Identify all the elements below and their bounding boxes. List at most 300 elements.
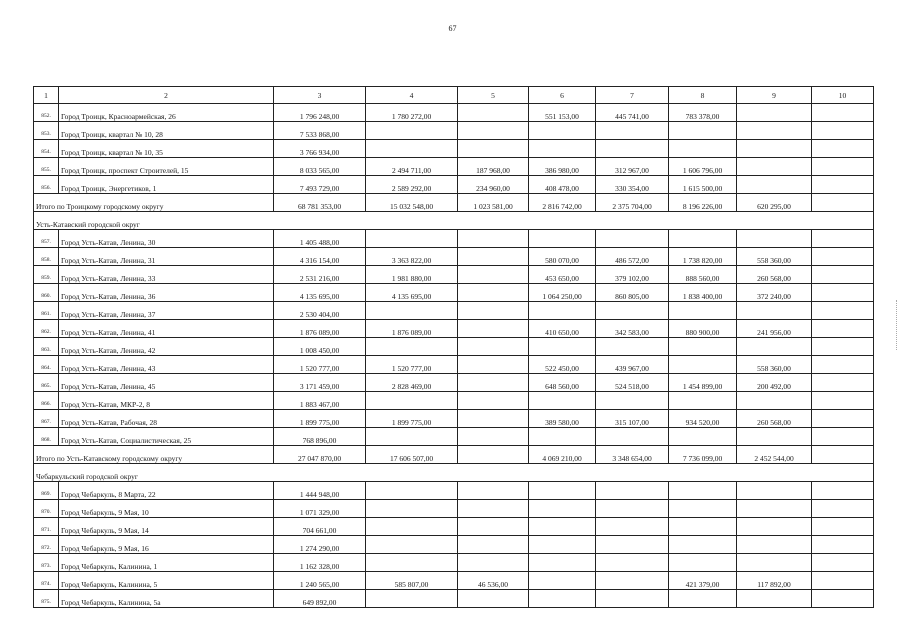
amount-cell <box>737 104 812 122</box>
amount-cell <box>812 140 874 158</box>
row-number: 872. <box>34 536 59 554</box>
amount-cell <box>669 356 737 374</box>
row-number: 871. <box>34 518 59 536</box>
table-row <box>34 320 874 338</box>
amount-cell <box>458 428 529 446</box>
amount-cell: 4 316 154,00 <box>274 248 366 266</box>
column-number-row <box>34 87 874 104</box>
amount-cell: 620 295,00 <box>737 194 812 212</box>
table-row <box>34 410 874 428</box>
address-cell: Город Чебаркуль, Калинина, 5а <box>59 590 274 608</box>
table-row <box>34 356 874 374</box>
amount-cell <box>596 392 669 410</box>
amount-cell <box>812 554 874 572</box>
amount-cell <box>458 356 529 374</box>
row-number: 860. <box>34 284 59 302</box>
amount-cell: 1 405 488,00 <box>274 230 366 248</box>
amount-cell: 1 899 775,00 <box>274 410 366 428</box>
amount-cell <box>529 572 596 590</box>
amount-cell <box>529 554 596 572</box>
row-number: 873. <box>34 554 59 572</box>
amount-cell: 1 780 272,00 <box>366 104 458 122</box>
amount-cell <box>458 266 529 284</box>
amount-cell: 330 354,00 <box>596 176 669 194</box>
amount-cell: 241 956,00 <box>737 320 812 338</box>
amount-cell <box>669 536 737 554</box>
amount-cell: 1 023 581,00 <box>458 194 529 212</box>
row-number: 858. <box>34 248 59 266</box>
amount-cell <box>596 302 669 320</box>
amount-cell: 260 568,00 <box>737 410 812 428</box>
amount-cell: 68 781 353,00 <box>274 194 366 212</box>
amount-cell: 4 135 695,00 <box>366 284 458 302</box>
row-number: 853. <box>34 122 59 140</box>
amount-cell <box>529 230 596 248</box>
amount-cell <box>458 140 529 158</box>
amount-cell: 200 492,00 <box>737 374 812 392</box>
amount-cell: 1 838 400,00 <box>669 284 737 302</box>
column-header: 7 <box>596 87 669 104</box>
amount-cell <box>812 176 874 194</box>
amount-cell <box>596 500 669 518</box>
amount-cell: 558 360,00 <box>737 248 812 266</box>
table-row <box>34 248 874 266</box>
amount-cell <box>366 590 458 608</box>
table-row <box>34 122 874 140</box>
amount-cell <box>812 590 874 608</box>
amount-cell <box>366 122 458 140</box>
amount-cell <box>669 590 737 608</box>
amount-cell: 315 107,00 <box>596 410 669 428</box>
table-row <box>34 392 874 410</box>
amount-cell <box>812 230 874 248</box>
amount-cell: 888 560,00 <box>669 266 737 284</box>
amount-cell <box>458 518 529 536</box>
amount-cell <box>812 158 874 176</box>
amount-cell: 1 615 500,00 <box>669 176 737 194</box>
table-row <box>34 266 874 284</box>
amount-cell <box>812 392 874 410</box>
row-number: 875. <box>34 590 59 608</box>
amount-cell: 1 064 250,00 <box>529 284 596 302</box>
section-row <box>34 212 874 230</box>
address-cell: Город Троицк, квартал № 10, 35 <box>59 140 274 158</box>
amount-cell <box>529 536 596 554</box>
amount-cell <box>366 536 458 554</box>
amount-cell: 8 033 565,00 <box>274 158 366 176</box>
amount-cell <box>812 266 874 284</box>
amount-cell <box>458 284 529 302</box>
amount-cell <box>458 248 529 266</box>
amount-cell <box>669 392 737 410</box>
amount-cell: 312 967,00 <box>596 158 669 176</box>
amount-cell <box>596 518 669 536</box>
column-header: 10 <box>812 87 874 104</box>
amount-cell <box>458 338 529 356</box>
table-row <box>34 554 874 572</box>
amount-cell: 1 444 948,00 <box>274 482 366 500</box>
amount-cell <box>458 410 529 428</box>
amount-cell <box>812 338 874 356</box>
page-number: 67 <box>448 24 457 33</box>
amount-cell <box>812 248 874 266</box>
row-number: 868. <box>34 428 59 446</box>
amount-cell <box>366 554 458 572</box>
address-cell: Город Троицк, Красноармейская, 26 <box>59 104 274 122</box>
table-row <box>34 140 874 158</box>
amount-cell <box>737 338 812 356</box>
address-cell: Город Усть-Катав, Социалистическая, 25 <box>59 428 274 446</box>
amount-cell <box>812 104 874 122</box>
amount-cell <box>812 284 874 302</box>
table-row <box>34 338 874 356</box>
amount-cell <box>669 338 737 356</box>
amount-cell <box>529 122 596 140</box>
amount-cell: 1 520 777,00 <box>274 356 366 374</box>
amount-cell <box>366 230 458 248</box>
column-header: 9 <box>737 87 812 104</box>
amount-cell <box>812 320 874 338</box>
amount-cell <box>812 302 874 320</box>
row-number: 852. <box>34 104 59 122</box>
amount-cell <box>529 140 596 158</box>
amount-cell: 260 568,00 <box>737 266 812 284</box>
amount-cell: 46 536,00 <box>458 572 529 590</box>
amount-cell: 934 520,00 <box>669 410 737 428</box>
amount-cell: 2 452 544,00 <box>737 446 812 464</box>
amount-cell: 187 968,00 <box>458 158 529 176</box>
amount-cell <box>596 122 669 140</box>
amount-cell: 7 736 099,00 <box>669 446 737 464</box>
row-number: 867. <box>34 410 59 428</box>
amount-cell: 1 008 450,00 <box>274 338 366 356</box>
amount-cell: 524 518,00 <box>596 374 669 392</box>
amount-cell: 15 032 548,00 <box>366 194 458 212</box>
address-cell: Город Усть-Катав, Ленина, 37 <box>59 302 274 320</box>
amount-cell <box>596 572 669 590</box>
amount-cell <box>669 230 737 248</box>
amount-cell <box>596 590 669 608</box>
row-number: 869. <box>34 482 59 500</box>
amount-cell <box>458 302 529 320</box>
amount-cell: 7 493 729,00 <box>274 176 366 194</box>
amount-cell <box>812 446 874 464</box>
amount-cell: 445 741,00 <box>596 104 669 122</box>
amount-cell <box>812 500 874 518</box>
section-row <box>34 464 874 482</box>
address-cell: Город Усть-Катав, Ленина, 42 <box>59 338 274 356</box>
row-number: 863. <box>34 338 59 356</box>
amount-cell <box>737 176 812 194</box>
column-header: 3 <box>274 87 366 104</box>
row-number: 865. <box>34 374 59 392</box>
amount-cell <box>596 482 669 500</box>
amount-cell <box>812 122 874 140</box>
address-cell: Город Усть-Катав, Ленина, 43 <box>59 356 274 374</box>
row-number: 870. <box>34 500 59 518</box>
scan-edge-mark <box>896 300 903 350</box>
amount-cell: 522 450,00 <box>529 356 596 374</box>
amount-cell <box>669 518 737 536</box>
amount-cell <box>669 140 737 158</box>
address-cell: Город Чебаркуль, Калинина, 5 <box>59 572 274 590</box>
amount-cell <box>737 158 812 176</box>
amount-cell <box>458 122 529 140</box>
address-cell: Город Троицк, проспект Строителей, 15 <box>59 158 274 176</box>
amount-cell <box>812 374 874 392</box>
amount-cell <box>366 302 458 320</box>
amount-cell: 2 375 704,00 <box>596 194 669 212</box>
amount-cell <box>458 500 529 518</box>
amount-cell: 2 828 469,00 <box>366 374 458 392</box>
table-row <box>34 302 874 320</box>
amount-cell: 372 240,00 <box>737 284 812 302</box>
amount-cell: 1 274 290,00 <box>274 536 366 554</box>
amount-cell <box>529 338 596 356</box>
amount-cell <box>812 356 874 374</box>
amount-cell: 342 583,00 <box>596 320 669 338</box>
amount-cell: 4 135 695,00 <box>274 284 366 302</box>
amount-cell: 558 360,00 <box>737 356 812 374</box>
total-row <box>34 194 874 212</box>
amount-cell: 234 960,00 <box>458 176 529 194</box>
amount-cell <box>366 338 458 356</box>
amount-cell <box>529 482 596 500</box>
amount-cell <box>529 428 596 446</box>
amount-cell <box>737 518 812 536</box>
amount-cell <box>458 554 529 572</box>
amount-cell: 860 805,00 <box>596 284 669 302</box>
row-number: 862. <box>34 320 59 338</box>
amount-cell <box>458 482 529 500</box>
amount-cell <box>596 536 669 554</box>
address-cell: Город Усть-Катав, Рабочая, 28 <box>59 410 274 428</box>
amount-cell <box>529 302 596 320</box>
amount-cell <box>529 392 596 410</box>
amount-cell <box>737 122 812 140</box>
amount-cell <box>812 428 874 446</box>
amount-cell <box>737 482 812 500</box>
amount-cell: 1 883 467,00 <box>274 392 366 410</box>
amount-cell <box>366 482 458 500</box>
amount-cell <box>458 320 529 338</box>
amount-cell: 1 071 329,00 <box>274 500 366 518</box>
table-row <box>34 176 874 194</box>
amount-cell <box>737 554 812 572</box>
amount-cell: 2 816 742,00 <box>529 194 596 212</box>
table-row <box>34 590 874 608</box>
amount-cell: 768 896,00 <box>274 428 366 446</box>
amount-cell: 1 876 089,00 <box>274 320 366 338</box>
amount-cell: 389 580,00 <box>529 410 596 428</box>
amount-cell: 2 589 292,00 <box>366 176 458 194</box>
amount-cell: 421 379,00 <box>669 572 737 590</box>
total-label: Итого по Троицкому городскому округу <box>34 194 274 212</box>
amount-cell: 704 661,00 <box>274 518 366 536</box>
row-number: 857. <box>34 230 59 248</box>
address-cell: Город Чебаркуль, 9 Мая, 10 <box>59 500 274 518</box>
address-cell: Город Троицк, квартал № 10, 28 <box>59 122 274 140</box>
amount-cell <box>366 428 458 446</box>
table-row <box>34 500 874 518</box>
amount-cell <box>812 572 874 590</box>
amount-cell: 486 572,00 <box>596 248 669 266</box>
row-number: 874. <box>34 572 59 590</box>
table-row <box>34 536 874 554</box>
table-row <box>34 104 874 122</box>
amount-cell <box>812 518 874 536</box>
table-row <box>34 158 874 176</box>
section-title: Усть-Катавский городской округ <box>34 212 874 230</box>
table-row <box>34 284 874 302</box>
amount-cell <box>737 140 812 158</box>
amount-cell <box>669 122 737 140</box>
amount-cell: 580 070,00 <box>529 248 596 266</box>
amount-cell: 1 899 775,00 <box>366 410 458 428</box>
column-header: 5 <box>458 87 529 104</box>
amount-cell: 408 478,00 <box>529 176 596 194</box>
amount-cell: 3 766 934,00 <box>274 140 366 158</box>
address-cell: Город Усть-Катав, Ленина, 36 <box>59 284 274 302</box>
amount-cell: 386 980,00 <box>529 158 596 176</box>
address-cell: Город Усть-Катав, Ленина, 41 <box>59 320 274 338</box>
housing-repair-table <box>33 86 874 608</box>
row-number: 856. <box>34 176 59 194</box>
amount-cell <box>737 392 812 410</box>
section-title: Чебаркульский городской округ <box>34 464 874 482</box>
amount-cell: 880 900,00 <box>669 320 737 338</box>
amount-cell: 585 807,00 <box>366 572 458 590</box>
amount-cell: 2 531 216,00 <box>274 266 366 284</box>
column-header: 8 <box>669 87 737 104</box>
amount-cell <box>529 590 596 608</box>
amount-cell <box>366 140 458 158</box>
amount-cell: 27 047 870,00 <box>274 446 366 464</box>
amount-cell <box>529 518 596 536</box>
amount-cell <box>458 590 529 608</box>
amount-cell <box>737 302 812 320</box>
amount-cell <box>812 194 874 212</box>
amount-cell <box>669 554 737 572</box>
column-header: 4 <box>366 87 458 104</box>
address-cell: Город Чебаркуль, 9 Мая, 16 <box>59 536 274 554</box>
amount-cell: 1 981 880,00 <box>366 266 458 284</box>
amount-cell: 1 454 899,00 <box>669 374 737 392</box>
address-cell: Город Чебаркуль, Калинина, 1 <box>59 554 274 572</box>
amount-cell: 1 738 820,00 <box>669 248 737 266</box>
amount-cell <box>596 428 669 446</box>
address-cell: Город Усть-Катав, Ленина, 30 <box>59 230 274 248</box>
amount-cell <box>737 500 812 518</box>
amount-cell: 649 892,00 <box>274 590 366 608</box>
amount-cell <box>812 482 874 500</box>
row-number: 866. <box>34 392 59 410</box>
amount-cell: 379 102,00 <box>596 266 669 284</box>
amount-cell <box>812 536 874 554</box>
column-header: 6 <box>529 87 596 104</box>
amount-cell <box>529 500 596 518</box>
amount-cell <box>366 392 458 410</box>
amount-cell: 1 796 248,00 <box>274 104 366 122</box>
amount-cell <box>737 230 812 248</box>
amount-cell: 783 378,00 <box>669 104 737 122</box>
amount-cell <box>669 428 737 446</box>
amount-cell: 410 650,00 <box>529 320 596 338</box>
table-row <box>34 482 874 500</box>
row-number: 861. <box>34 302 59 320</box>
amount-cell <box>737 536 812 554</box>
amount-cell: 7 533 868,00 <box>274 122 366 140</box>
column-header: 1 <box>34 87 59 104</box>
amount-cell <box>669 500 737 518</box>
amount-cell: 2 530 404,00 <box>274 302 366 320</box>
amount-cell <box>596 230 669 248</box>
amount-cell: 3 348 654,00 <box>596 446 669 464</box>
row-number: 855. <box>34 158 59 176</box>
amount-cell <box>458 446 529 464</box>
amount-cell <box>812 410 874 428</box>
amount-cell <box>596 554 669 572</box>
amount-cell <box>366 518 458 536</box>
address-cell: Город Чебаркуль, 8 Марта, 22 <box>59 482 274 500</box>
amount-cell: 1 240 565,00 <box>274 572 366 590</box>
amount-cell: 17 606 507,00 <box>366 446 458 464</box>
address-cell: Город Чебаркуль, 9 Мая, 14 <box>59 518 274 536</box>
amount-cell: 3 171 459,00 <box>274 374 366 392</box>
amount-cell <box>458 374 529 392</box>
amount-cell <box>669 482 737 500</box>
amount-cell <box>458 230 529 248</box>
amount-cell <box>596 140 669 158</box>
amount-cell: 3 363 822,00 <box>366 248 458 266</box>
amount-cell: 439 967,00 <box>596 356 669 374</box>
table-row <box>34 230 874 248</box>
amount-cell: 4 069 210,00 <box>529 446 596 464</box>
address-cell: Город Усть-Катав, Ленина, 45 <box>59 374 274 392</box>
amount-cell: 551 153,00 <box>529 104 596 122</box>
address-cell: Город Усть-Катав, Ленина, 33 <box>59 266 274 284</box>
amount-cell: 453 650,00 <box>529 266 596 284</box>
amount-cell <box>458 536 529 554</box>
table-row <box>34 518 874 536</box>
amount-cell: 2 494 711,00 <box>366 158 458 176</box>
amount-cell: 1 520 777,00 <box>366 356 458 374</box>
total-label: Итого по Усть-Катавскому городскому округу <box>34 446 274 464</box>
row-number: 864. <box>34 356 59 374</box>
row-number: 854. <box>34 140 59 158</box>
amount-cell <box>596 338 669 356</box>
amount-cell: 648 560,00 <box>529 374 596 392</box>
amount-cell <box>669 302 737 320</box>
table-row <box>34 572 874 590</box>
amount-cell <box>737 428 812 446</box>
table-row <box>34 428 874 446</box>
amount-cell: 1 876 089,00 <box>366 320 458 338</box>
address-cell: Город Усть-Катав, МКР-2, 8 <box>59 392 274 410</box>
amount-cell: 117 892,00 <box>737 572 812 590</box>
address-cell: Город Троицк, Энергетиков, 1 <box>59 176 274 194</box>
amount-cell: 1 606 796,00 <box>669 158 737 176</box>
row-number: 859. <box>34 266 59 284</box>
amount-cell <box>458 104 529 122</box>
total-row <box>34 446 874 464</box>
amount-cell <box>458 392 529 410</box>
amount-cell <box>737 590 812 608</box>
table-row <box>34 374 874 392</box>
column-header: 2 <box>59 87 274 104</box>
amount-cell <box>366 500 458 518</box>
amount-cell: 1 162 328,00 <box>274 554 366 572</box>
